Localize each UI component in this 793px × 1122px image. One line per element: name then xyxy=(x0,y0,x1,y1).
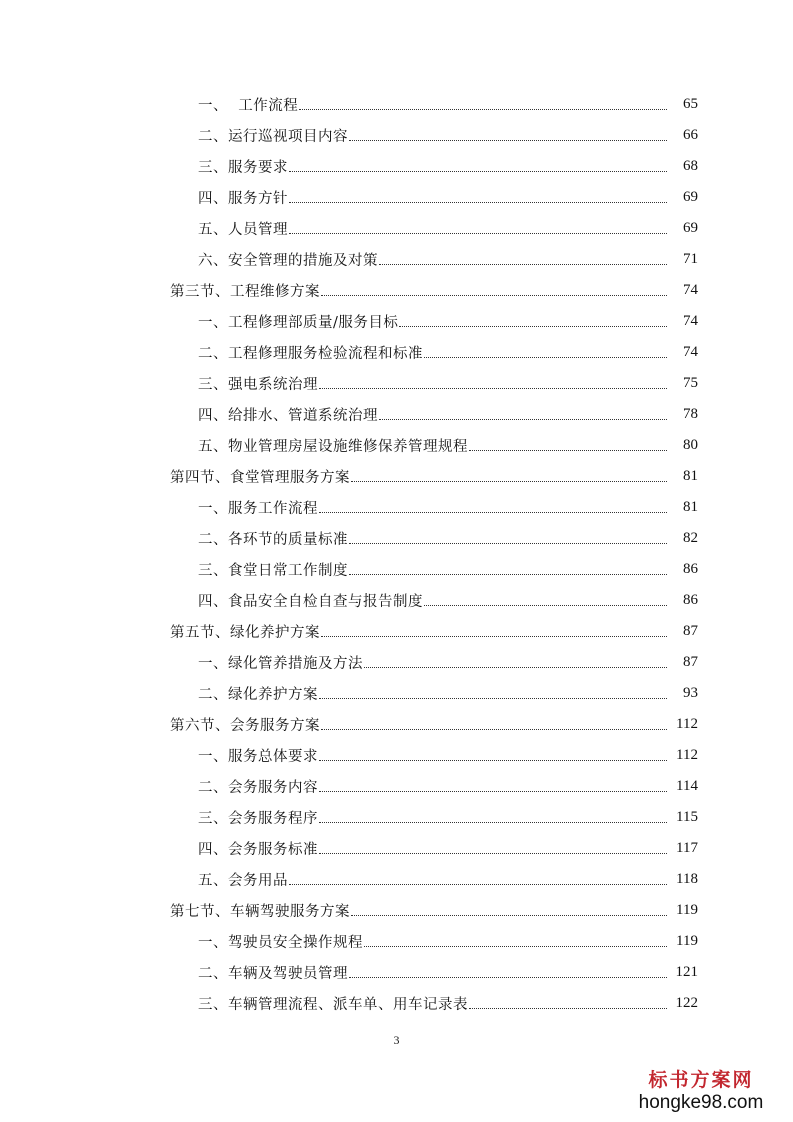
toc-entry-title: 二、工程修理服务检验流程和标准 xyxy=(198,346,423,362)
toc-entry-page: 119 xyxy=(676,933,698,949)
toc-entry-page: 117 xyxy=(676,840,698,856)
toc-entry-page: 81 xyxy=(683,468,698,484)
toc-entry-title: 六、安全管理的措施及对策 xyxy=(198,253,378,269)
toc-dot-leader xyxy=(364,666,667,668)
toc-entry-row[interactable] xyxy=(0,368,793,399)
toc-entry-title: 一、服务总体要求 xyxy=(198,749,318,765)
toc-entry-row[interactable] xyxy=(0,182,793,213)
toc-dot-leader xyxy=(364,945,667,947)
toc-entry-page: 71 xyxy=(683,251,698,267)
toc-dot-leader xyxy=(349,573,667,575)
toc-entry-title: 一、 工作流程 xyxy=(198,98,299,114)
toc-dot-leader xyxy=(289,232,667,234)
toc-dot-leader xyxy=(424,604,667,606)
toc-entry-page: 87 xyxy=(683,654,698,670)
toc-entry-page: 122 xyxy=(675,995,698,1011)
toc-entry-title: 五、会务用品 xyxy=(198,873,288,889)
toc-entry-title: 第五节、绿化养护方案 xyxy=(170,625,320,641)
toc-entry-title: 四、给排水、管道系统治理 xyxy=(198,408,378,424)
toc-entry-page: 86 xyxy=(683,561,698,577)
toc-entry-title: 三、车辆管理流程、派车单、用车记录表 xyxy=(198,997,468,1013)
toc-entry-row[interactable] xyxy=(0,926,793,957)
toc-entry-page: 112 xyxy=(676,716,698,732)
toc-dot-leader xyxy=(289,170,667,172)
toc-entry-title: 一、驾驶员安全操作规程 xyxy=(198,935,363,951)
toc-entry-title: 五、人员管理 xyxy=(198,222,288,238)
toc-entry-row[interactable] xyxy=(0,957,793,988)
toc-entry-title: 一、绿化管养措施及方法 xyxy=(198,656,363,672)
toc-entry-title: 一、工程修理部质量/服务目标 xyxy=(198,315,399,331)
toc-entry-title: 第七节、车辆驾驶服务方案 xyxy=(170,904,350,920)
toc-dot-leader xyxy=(349,976,667,978)
toc-dot-leader xyxy=(379,418,667,420)
toc-dot-leader xyxy=(319,511,667,513)
toc-entry-page: 66 xyxy=(683,127,698,143)
toc-entry-title: 第四节、食堂管理服务方案 xyxy=(170,470,350,486)
toc-entry-row[interactable] xyxy=(0,554,793,585)
toc-entry-title: 二、会务服务内容 xyxy=(198,780,318,796)
toc-section-row[interactable] xyxy=(0,275,793,306)
toc-section-row[interactable] xyxy=(0,709,793,740)
toc-entry-row[interactable] xyxy=(0,802,793,833)
toc-entry-title: 二、绿化养护方案 xyxy=(198,687,318,703)
toc-dot-leader xyxy=(319,852,667,854)
toc-dot-leader xyxy=(469,1007,667,1009)
toc-entry-row[interactable] xyxy=(0,523,793,554)
toc-entry-page: 65 xyxy=(683,96,698,112)
toc-entry-row[interactable] xyxy=(0,678,793,709)
toc-entry-page: 121 xyxy=(675,964,698,980)
toc-entry-page: 75 xyxy=(683,375,698,391)
toc-section-row[interactable] xyxy=(0,895,793,926)
toc-entry-page: 82 xyxy=(683,530,698,546)
toc-entry-row[interactable] xyxy=(0,306,793,337)
page-number: 3 xyxy=(393,1033,400,1047)
toc-dot-leader xyxy=(469,449,667,451)
toc-entry-page: 74 xyxy=(683,282,698,298)
toc-entry-page: 68 xyxy=(683,158,698,174)
toc-dot-leader xyxy=(379,263,667,265)
toc-entry-title: 四、会务服务标准 xyxy=(198,842,318,858)
toc-entry-page: 115 xyxy=(676,809,698,825)
toc-dot-leader xyxy=(351,914,667,916)
toc-entry-row[interactable] xyxy=(0,988,793,1019)
toc-dot-leader xyxy=(289,201,667,203)
toc-entry-page: 93 xyxy=(683,685,698,701)
toc-dot-leader xyxy=(289,883,667,885)
toc-entry-title: 三、食堂日常工作制度 xyxy=(198,563,348,579)
toc-entry-title: 二、运行巡视项目内容 xyxy=(198,129,348,145)
toc-entry-page: 78 xyxy=(683,406,698,422)
table-of-contents xyxy=(0,89,793,1019)
toc-dot-leader xyxy=(319,759,667,761)
toc-entry-row[interactable] xyxy=(0,151,793,182)
toc-dot-leader xyxy=(319,821,667,823)
toc-entry-row[interactable] xyxy=(0,771,793,802)
toc-entry-row[interactable] xyxy=(0,120,793,151)
toc-section-row[interactable] xyxy=(0,616,793,647)
watermark-logo xyxy=(631,1068,771,1114)
toc-entry-row[interactable] xyxy=(0,833,793,864)
toc-dot-leader xyxy=(399,325,667,327)
toc-entry-page: 114 xyxy=(676,778,698,794)
toc-entry-row[interactable] xyxy=(0,430,793,461)
toc-entry-row[interactable] xyxy=(0,337,793,368)
toc-dot-leader xyxy=(319,697,667,699)
toc-entry-page: 119 xyxy=(676,902,698,918)
toc-dot-leader xyxy=(321,294,667,296)
toc-entry-row[interactable] xyxy=(0,740,793,771)
toc-entry-title: 第三节、工程维修方案 xyxy=(170,284,320,300)
toc-dot-leader xyxy=(299,108,667,110)
toc-dot-leader xyxy=(321,728,667,730)
toc-entry-title: 五、物业管理房屋设施维修保养管理规程 xyxy=(198,439,468,455)
toc-entry-title: 三、服务要求 xyxy=(198,160,288,176)
toc-dot-leader xyxy=(319,387,667,389)
toc-entry-title: 第六节、会务服务方案 xyxy=(170,718,320,734)
toc-entry-title: 四、食品安全自检自查与报告制度 xyxy=(198,594,423,610)
toc-entry-title: 一、服务工作流程 xyxy=(198,501,318,517)
toc-entry-page: 69 xyxy=(683,189,698,205)
toc-entry-page: 118 xyxy=(676,871,698,887)
toc-entry-row[interactable] xyxy=(0,244,793,275)
toc-dot-leader xyxy=(349,139,667,141)
toc-entry-row[interactable] xyxy=(0,492,793,523)
toc-entry-page: 80 xyxy=(683,437,698,453)
toc-entry-title: 三、强电系统治理 xyxy=(198,377,318,393)
toc-entry-page: 69 xyxy=(683,220,698,236)
watermark-title: 标书方案网 xyxy=(648,1069,754,1091)
toc-entry-title: 二、车辆及驾驶员管理 xyxy=(198,966,348,982)
toc-entry-page: 81 xyxy=(683,499,698,515)
toc-dot-leader xyxy=(349,542,667,544)
toc-entry-row[interactable] xyxy=(0,647,793,678)
toc-entry-row[interactable] xyxy=(0,864,793,895)
toc-entry-page: 74 xyxy=(683,313,698,329)
toc-entry-title: 二、各环节的质量标准 xyxy=(198,532,348,548)
toc-entry-row[interactable] xyxy=(0,89,793,120)
toc-entry-row[interactable] xyxy=(0,399,793,430)
toc-dot-leader xyxy=(321,635,667,637)
toc-entry-row[interactable] xyxy=(0,213,793,244)
watermark-url: hongke98.com xyxy=(638,1092,764,1113)
toc-entry-page: 87 xyxy=(683,623,698,639)
toc-entry-title: 三、会务服务程序 xyxy=(198,811,318,827)
toc-dot-leader xyxy=(319,790,667,792)
toc-entry-page: 112 xyxy=(676,747,698,763)
toc-entry-page: 74 xyxy=(683,344,698,360)
toc-entry-title: 四、服务方针 xyxy=(198,191,288,207)
toc-dot-leader xyxy=(351,480,667,482)
toc-dot-leader xyxy=(424,356,667,358)
toc-section-row[interactable] xyxy=(0,461,793,492)
toc-entry-row[interactable] xyxy=(0,585,793,616)
toc-entry-page: 86 xyxy=(683,592,698,608)
